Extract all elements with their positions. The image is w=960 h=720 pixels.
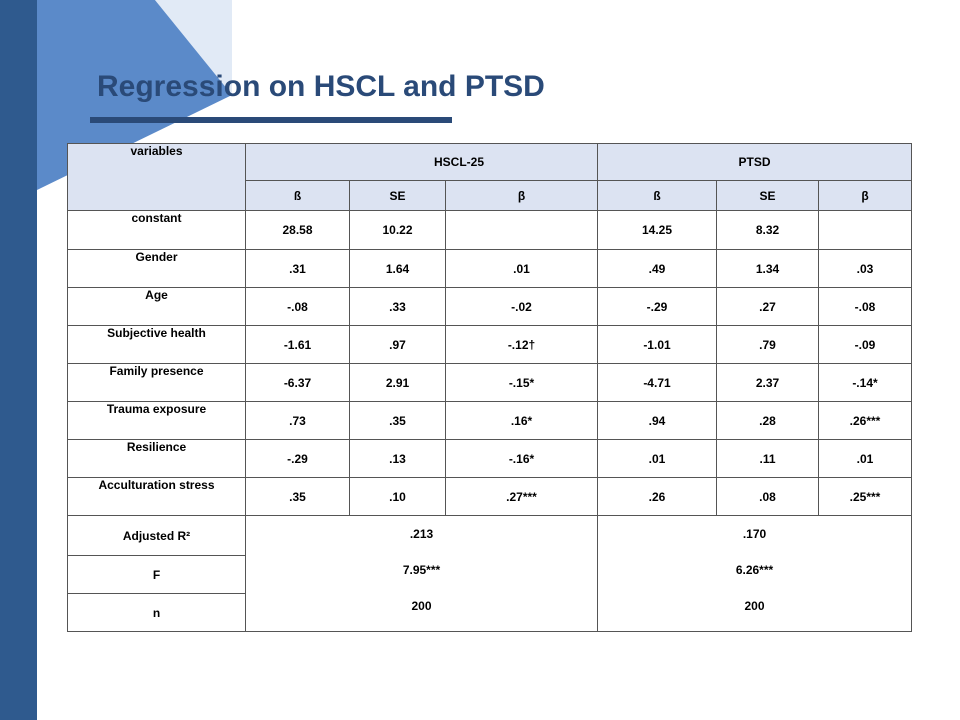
hscl-f: 7.95***: [402, 563, 441, 577]
table-cell: -.14*: [819, 364, 912, 402]
row-label-f: F: [68, 556, 246, 594]
table-cell: .79: [717, 326, 819, 364]
ptsd-f: 6.26***: [735, 563, 774, 577]
table-cell: -.08: [819, 288, 912, 326]
table-cell: .10: [350, 478, 446, 516]
row-label: Trauma exposure: [68, 402, 246, 440]
table-cell: .11: [717, 440, 819, 478]
row-label: Age: [68, 288, 246, 326]
table-row: [68, 364, 912, 402]
table-cell: 1.34: [717, 250, 819, 288]
ptsd-summary-stats: [598, 516, 912, 632]
table-cell: .01: [446, 250, 598, 288]
subheader-hscl-beta: β: [446, 181, 598, 211]
table-cell: .03: [819, 250, 912, 288]
subheader-ptsd-b: ß: [598, 181, 717, 211]
regression-table: [67, 143, 912, 632]
table-row: [68, 478, 912, 516]
table-cell: .35: [246, 478, 350, 516]
row-label-n: n: [68, 594, 246, 632]
header-variables: variables: [68, 144, 246, 211]
table-cell: 8.32: [717, 211, 819, 250]
header-group-hscl: [246, 144, 598, 181]
header-group-hscl-label: HSCL-25: [433, 155, 484, 169]
summary-row-adj-r2: [68, 516, 912, 556]
table-cell: -1.01: [598, 326, 717, 364]
table-cell: .33: [350, 288, 446, 326]
subheader-ptsd-beta: β: [819, 181, 912, 211]
table-cell: -.08: [246, 288, 350, 326]
table-cell: -.16*: [446, 440, 598, 478]
table-cell: .26: [598, 478, 717, 516]
table-cell: .94: [598, 402, 717, 440]
table-cell: -.12†: [446, 326, 598, 364]
table-cell: 2.91: [350, 364, 446, 402]
row-label: Resilience: [68, 440, 246, 478]
table-cell: .27: [717, 288, 819, 326]
title-underline: [90, 117, 452, 123]
table-cell: .49: [598, 250, 717, 288]
table-cell: .16*: [446, 402, 598, 440]
table-cell: .73: [246, 402, 350, 440]
subheader-hscl-b: ß: [246, 181, 350, 211]
table-cell: .01: [598, 440, 717, 478]
table-cell: 10.22: [350, 211, 446, 250]
subheader-hscl-se: SE: [350, 181, 446, 211]
slide-title: Regression on HSCL and PTSD: [97, 70, 545, 103]
hscl-summary-stats: [246, 516, 598, 632]
table-cell: -.29: [598, 288, 717, 326]
ptsd-n: 200: [744, 599, 765, 613]
row-label: Subjective health: [68, 326, 246, 364]
table-cell: .01: [819, 440, 912, 478]
hscl-adj-r2: .213: [409, 527, 434, 541]
table-row: [68, 288, 912, 326]
ptsd-adj-r2: .170: [742, 527, 767, 541]
table-cell: .08: [717, 478, 819, 516]
table-cell: .27***: [446, 478, 598, 516]
table-cell: .26***: [819, 402, 912, 440]
table-cell: -.15*: [446, 364, 598, 402]
table-cell: 28.58: [246, 211, 350, 250]
row-label: constant: [68, 211, 246, 250]
table-cell: -.02: [446, 288, 598, 326]
table-row: [68, 440, 912, 478]
table-cell: -.09: [819, 326, 912, 364]
row-label: Acculturation stress: [68, 478, 246, 516]
table-cell: [446, 211, 598, 250]
left-sidebar-bar: [0, 0, 37, 720]
table-cell: -4.71: [598, 364, 717, 402]
table-cell: -1.61: [246, 326, 350, 364]
table-cell: .28: [717, 402, 819, 440]
table-row: [68, 250, 912, 288]
row-label: Family presence: [68, 364, 246, 402]
table-cell: -6.37: [246, 364, 350, 402]
row-label-adj-r2: Adjusted R²: [68, 516, 246, 556]
table-cell: .31: [246, 250, 350, 288]
table-row: [68, 211, 912, 250]
table-cell: .35: [350, 402, 446, 440]
table-cell: .13: [350, 440, 446, 478]
table-row: [68, 402, 912, 440]
subheader-ptsd-se: SE: [717, 181, 819, 211]
header-group-ptsd: PTSD: [598, 144, 912, 181]
table-row: [68, 326, 912, 364]
table-cell: 14.25: [598, 211, 717, 250]
table-cell: -.29: [246, 440, 350, 478]
table-cell: [819, 211, 912, 250]
hscl-n: 200: [411, 599, 432, 613]
row-label: Gender: [68, 250, 246, 288]
table-cell: 1.64: [350, 250, 446, 288]
table-cell: .97: [350, 326, 446, 364]
table-cell: 2.37: [717, 364, 819, 402]
table-cell: .25***: [819, 478, 912, 516]
